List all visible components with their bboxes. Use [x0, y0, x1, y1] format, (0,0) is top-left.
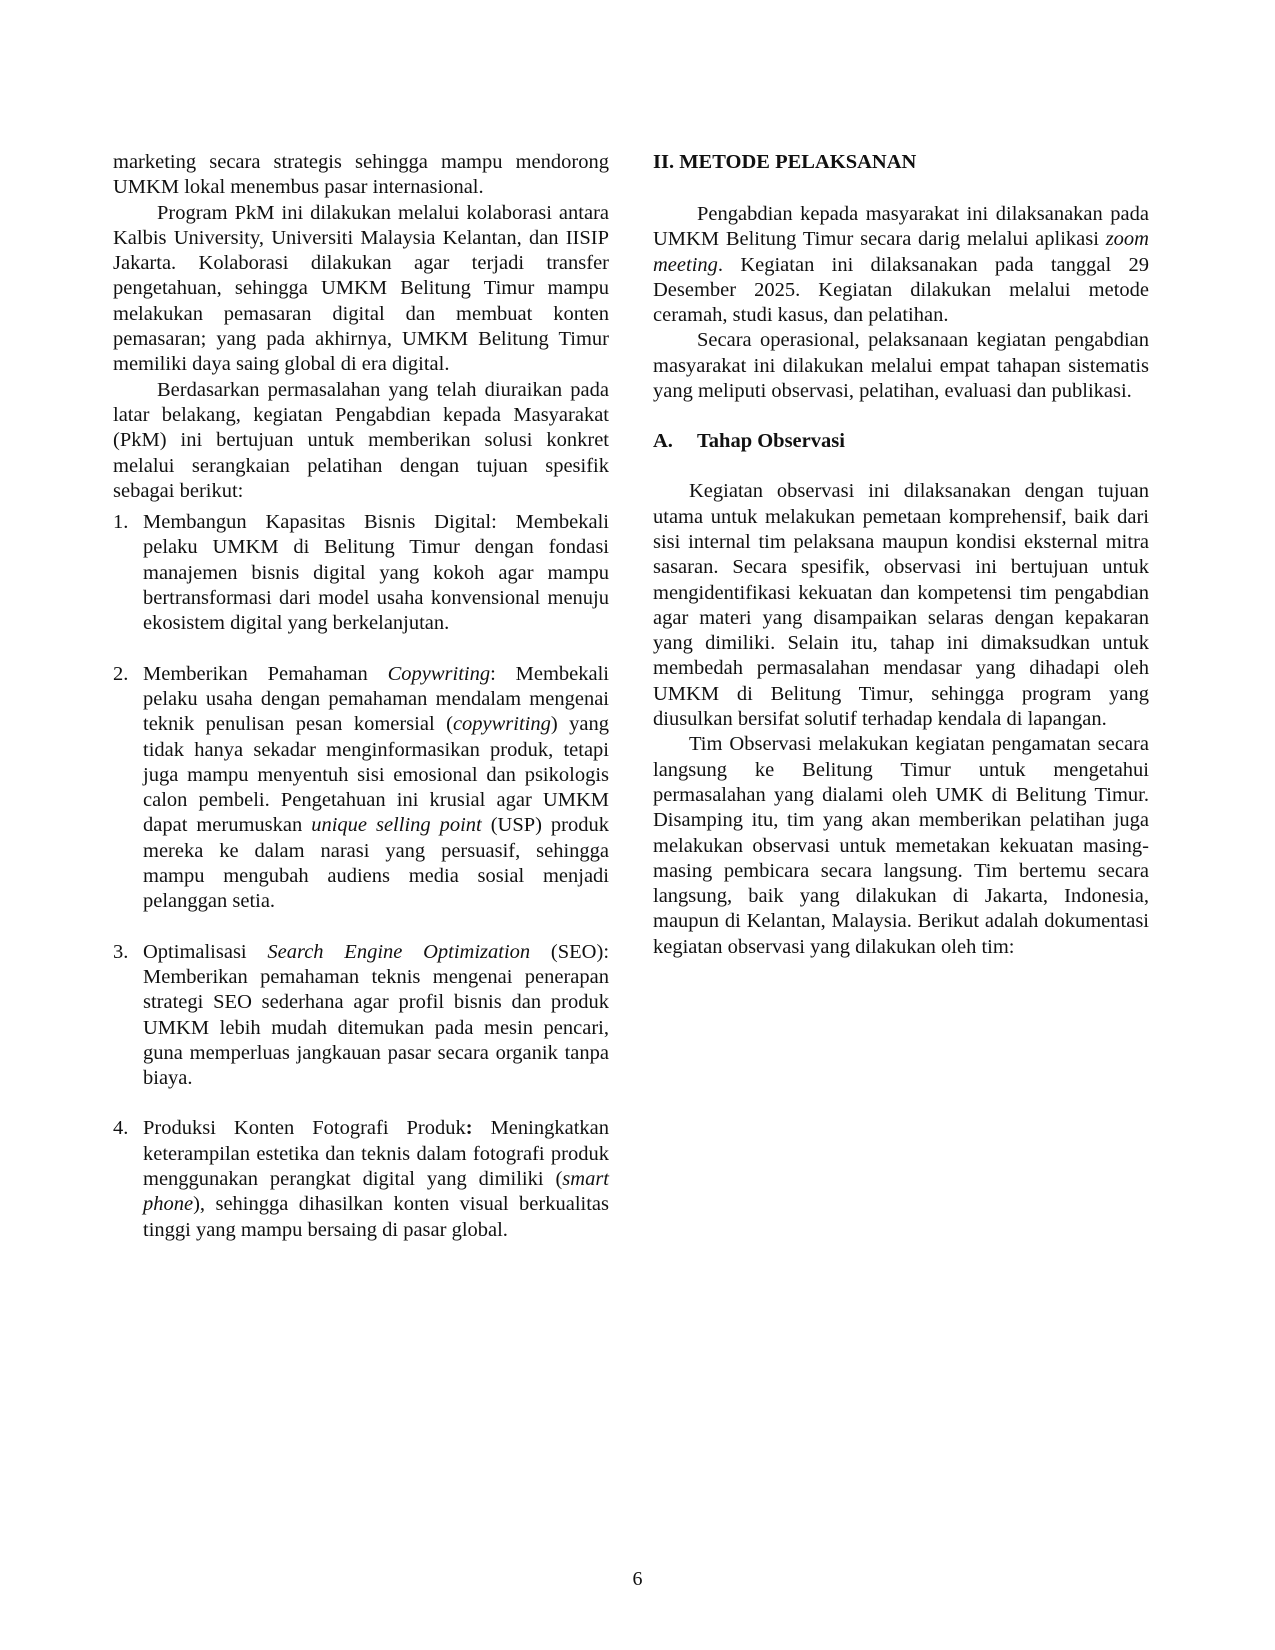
list-item: [113, 940, 609, 1092]
list-item-text: Memberikan Pemahaman Copywriting: Membekali pelaku usaha dengan pemahaman mendalam mengenai teknik penulisan pesan komersial (copywriting) yang tidak hanya sekadar menginformasikan produk, tetapi juga mampu menyentuh sisi emosional dan psikologis calon pembeli. Pengetahuan ini krusial agar UMKM dapat merumuskan unique selling point (USP) produk mereka ke dalam narasi yang persuasif, sehingga mampu mengubah audiens media sosial menjadi pelanggan setia.: [143, 662, 609, 913]
subsection-title: Tahap Observasi: [697, 430, 845, 453]
page-number: 6: [632, 1568, 643, 1590]
list-item: [113, 510, 609, 636]
subsection-heading: [653, 429, 1149, 454]
paragraph-objectives-intro: Berdasarkan permasalahan yang telah diuraikan pada latar belakang, kegiatan Pengabdian kepada Masyarakat (PkM) ini bertujuan untuk memberikan solusi konkret melalui serangkaian pelatihan dengan tujuan spesifik sebagai berikut:: [113, 378, 609, 502]
paragraph-observation-purpose: Kegiatan observasi ini dilaksanakan dengan tujuan utama untuk melakukan pemetaan komprehensif, baik dari sisi internal tim pelaksana maupun kondisi eksternal mitra sasaran. Secara spesifik, observasi ini bertujuan untuk mengidentifikasi kekuatan dan kompetensi tim pengabdian agar materi yang disampaikan selaras dengan kepakaran yang dimiliki. Selain itu, tahap ini dimaksudkan untuk membedah permasalahan mendasar yang dihadapi oleh UMKM di Belitung Timur, sehingga program yang diusulkan bersifat solutif terhadap kendala di lapangan.: [653, 480, 1149, 731]
paragraph-method-intro: Pengabdian kepada masyarakat ini dilaksanakan pada UMKM Belitung Timur secara darig melalui aplikasi zoom meeting. Kegiatan ini dilaksanakan pada tanggal 29 Desember 2025. Kegiatan dilakukan melalui metode ceramah, studi kasus, dan pelatihan.: [653, 203, 1149, 327]
list-item-text: Optimalisasi Search Engine Optimization (SEO): Memberikan pemahaman teknis mengenai penerapan strategi SEO sederhana agar profil bisnis dan produk UMKM lebih mudah ditemukan pada mesin pencari, guna memperluas jangkauan pasar secara organik tanpa biaya.: [143, 940, 610, 1090]
subsection-letter: A.: [653, 430, 673, 453]
right-column: [653, 150, 1149, 960]
list-number: 1.: [113, 511, 129, 534]
list-item: [113, 662, 609, 915]
list-item-text: Produksi Konten Fotografi Produk: Meningkatkan keterampilan estetika dan teknis dalam fotografi produk menggunakan perangkat digital yang dimiliki (smart phone), sehingga dihasilkan konten visual berkualitas tinggi yang mampu bersaing di pasar global.: [143, 1117, 609, 1241]
list-item-text: Membangun Kapasitas Bisnis Digital: Membekali pelaku UMKM di Belitung Timur dengan fondasi manajemen bisnis digital yang kokoh agar mampu bertransformasi dari model usaha konvensional menuju ekosistem digital yang berkelanjutan.: [143, 511, 609, 635]
paragraph-continuation: marketing secara strategis sehingga mampu mendorong UMKM lokal menembus pasar internasional.: [113, 151, 609, 199]
section-heading: II. METODE PELAKSANAN: [653, 151, 917, 173]
paragraph-operational: Secara operasional, pelaksanaan kegiatan pengabdian masyarakat ini dilakukan melalui empat tahapan sistematis yang meliputi observasi, pelatihan, evaluasi dan publikasi.: [653, 329, 1149, 403]
objectives-list: [113, 510, 609, 1243]
paragraph-collaboration: Program PkM ini dilakukan melalui kolaborasi antara Kalbis University, Universiti Malaysia Kelantan, dan IISIP Jakarta. Kolaborasi dilakukan agar terjadi transfer pengetahuan, sehingga UMKM Belitung Timur mampu melakukan pemasaran digital dan membuat konten pemasaran; yang pada akhirnya, UMKM Belitung Timur memiliki daya saing global di era digital.: [113, 201, 609, 376]
list-number: 2.: [113, 662, 129, 685]
list-number: 4.: [113, 1117, 129, 1140]
list-item: [113, 1116, 609, 1242]
left-column: [113, 150, 609, 1268]
list-number: 3.: [113, 940, 129, 963]
paragraph-observation-team: Tim Observasi melakukan kegiatan pengamatan secara langsung ke Belitung Timur untuk mengetahui permasalahan yang dialami oleh UMK di Belitung Timur. Disamping itu, tim yang akan memberikan pelatihan juga melakukan observasi untuk memetakan kekuatan masing- masing pembicara secara langsung. Tim bertemu secara langsung, baik yang dilakukan di Jakarta, Indonesia, maupun di Kelantan, Malaysia. Berikut adalah dokumentasi kegiatan observasi yang dilakukan oleh tim:: [653, 733, 1149, 958]
